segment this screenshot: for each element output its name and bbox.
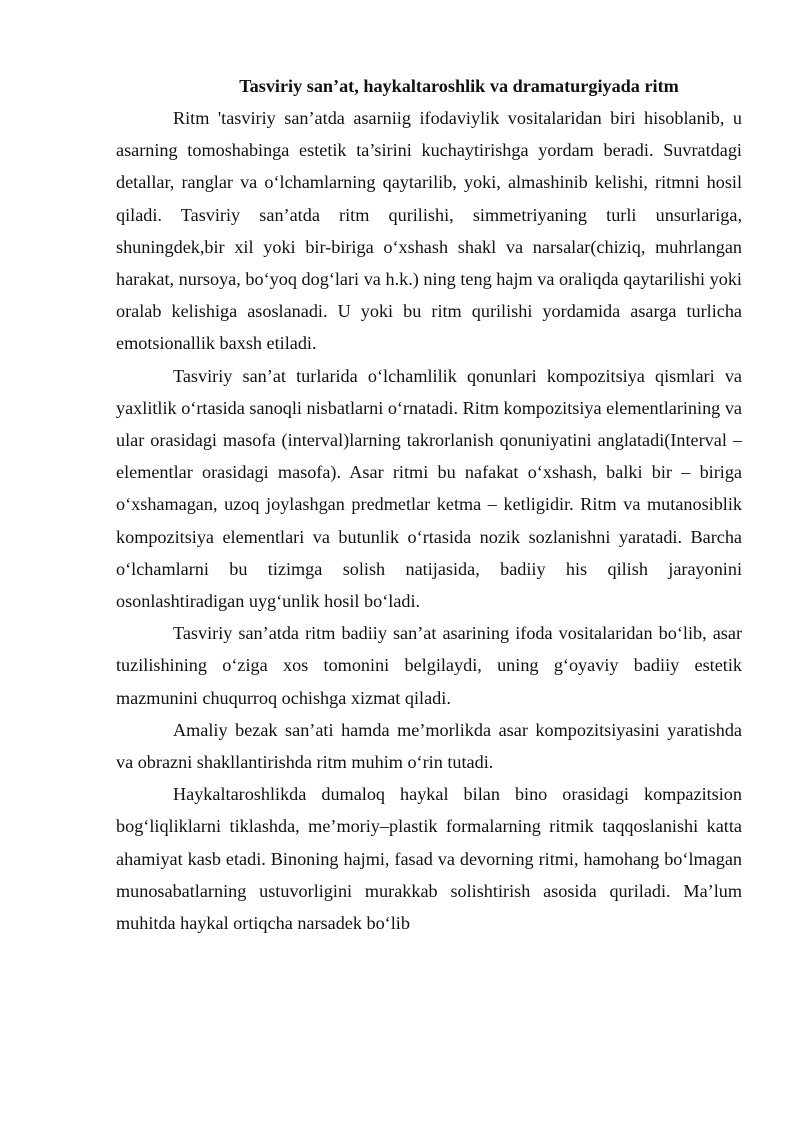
paragraph: Ritm 'tasviriy san’atda asarniig ifodaviylik vositalaridan biri hisoblanib, u asarning tomoshabinga estetik ta’sirini kuchaytirishga yordam beradi. Suvratdagi detallar, ranglar va o‘lchamlarning qaytarilib, yoki, almashinib kelishi, ritmni hosil qiladi. Tasviriy san’atda ritm qurilishi, simmetriyaning turli unsurlariga, shuningdek,bir xil yoki bir-biriga o‘xshash shakl va narsalar(chiziq, muhrlangan harakat, nursoya, bo‘yoq dog‘lari va h.k.) ning teng hajm va oraliqda qaytarilishi yoki oralab kelishiga asoslanadi. U yoki bu ritm qurilishi yordamida asarga turlicha emotsionallik baxsh etiladi. (116, 108, 742, 354)
document-body (116, 70, 742, 939)
document-title: Tasviriy san’at, haykaltaroshlik va dramaturgiyada ritm (239, 76, 679, 96)
paragraph: Amaliy bezak san’ati hamda me’morlikda asar kompozitsiyasini yaratishda va obrazni shakllantirishda ritm muhim o‘rin tutadi. (116, 719, 742, 773)
paragraph: Tasviriy san’atda ritm badiiy san’at asarining ifoda vositalaridan bo‘lib, asar tuzilishining o‘ziga xos tomonini belgilaydi, uning g‘oyaviy badiiy estetik mazmunini chuqurroq ochishga xizmat qiladi. (116, 623, 742, 708)
paragraph: Tasviriy san’at turlarida o‘lchamlilik qonunlari kompozitsiya qismlari va yaxlitlik o‘rtasida sanoqli nisbatlarni o‘rnatadi. Ritm kompozitsiya elementlarining va ular orasidagi masofa (interval)larning takrorlanish qonuniyatini anglatadi(Interval – elementlar orasidagi masofa). Asar ritmi bu nafakat o‘xshash, balki bir – biriga o‘xshamagan, uzoq joylashgan predmetlar ketma – ketligidir. Ritm va mutanosiblik kompozitsiya elementlari va butunlik o‘rtasida nozik sozlanishni yaratadi. Barcha o‘lchamlarni bu tizimga solish natijasida, badiiy his qilish jarayonini osonlashtiradigan uyg‘unlik hosil bo‘ladi. (116, 365, 742, 612)
paragraph: Haykaltaroshlikda dumaloq haykal bilan bino orasidagi kompazitsion bog‘liqliklarni tiklashda, me’moriy–plastik formalarning ritmik taqqoslanishi katta ahamiyat kasb etadi. Binoning hajmi, fasad va devorning ritmi, hamohang bo‘lmagan munosabatlarning ustuvorligini murakkab solishtirish asosida quriladi. Ma’lum muhitda haykal ortiqcha narsadek bo‘lib (116, 784, 742, 934)
